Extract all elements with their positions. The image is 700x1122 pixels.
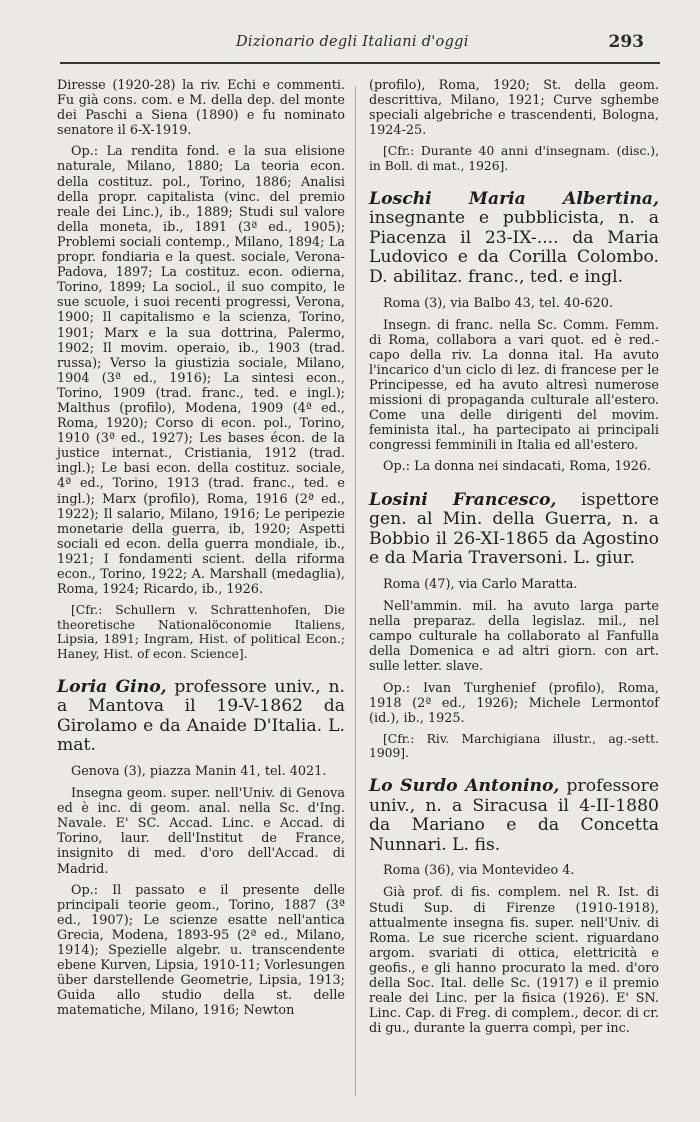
entry-summary: professore univ., n. a Siracusa il 4-II-1880 da Mariano e da Concetta Nunnari. L. fis. bbox=[369, 775, 659, 855]
entry-biography: Insegna geom. super. nell'Univ. di Genova ed è inc. di geom. anal. nella Sc. d'Ing. Navale. E' SC. Accad. Linc. e Accad. di Torino, laur. dell'Institut de France, insignito di med. d'oro dell'Accad. di Madrid. bbox=[57, 786, 345, 877]
entry-heading-losini bbox=[369, 491, 659, 569]
entry-address: Genova (3), piazza Manin 41, tel. 4021. bbox=[71, 763, 327, 779]
entry-name: Lo Surdo Antonino, bbox=[369, 775, 560, 796]
entry-heading-loria-gino bbox=[57, 678, 345, 756]
left-column bbox=[57, 78, 345, 1024]
page-number: 293 bbox=[608, 32, 644, 52]
entry-name: Loschi Maria Albertina, bbox=[369, 188, 659, 209]
entry-summary: professore univ., n. a Mantova il 19-V-1862 da Girolamo e da Anaide D'Italia. L. mat. bbox=[57, 676, 346, 756]
column-divider bbox=[355, 86, 356, 1096]
loria-gino-works-continuation: (profilo), Roma, 1920; St. della geom. descrittiva, Milano, 1921; Curve sghembe speciali algebriche e trascendenti, Bologna, 1924-25. bbox=[369, 78, 659, 139]
loria-gino-references: [Cfr.: Durante 40 anni d'insegnam. (disc.), in Boll. di mat., 1926]. bbox=[369, 144, 659, 173]
header-rule bbox=[60, 62, 660, 64]
entry-biography: Già prof. di fis. complem. nel R. Ist. di Studi Sup. di Firenze (1910-1918), attualmente insegna fis. super. nell'Univ. di Roma. Le sue ricerche scient. riguardano argom. svariati di ottica, elettricità e geofis., e gli hanno procurato la med. d'oro della Soc. Ital. delle Sc. (1917) e il premio reale dei Linc. per la fisica (1926). E' SN. Linc. Cap. di Freg. di complem., decor. di cr. di gu., durante la guerra compì, per inc. bbox=[369, 885, 659, 1037]
entry-name: Loria Gino, bbox=[57, 676, 167, 697]
entry-references: [Cfr.: Riv. Marchigiana illustr., ag.-sett. 1909]. bbox=[369, 731, 659, 761]
entry-summary: ispettore gen. al Min. della Guerra, n. a Bobbio il 26-XI-1865 da Agostino e da Maria Traversoni. L. giur. bbox=[369, 489, 659, 569]
entry-works: Op.: Ivan Turghenief (profilo), Roma, 1918 (2ª ed., 1926); Michele Lermontof (id.), ib., 1925. bbox=[369, 680, 659, 726]
loria-achille-works: Op.: La rendita fond. e la sua elisione naturale, Milano, 1880; La teoria econ. della costituz. pol., Torino, 1886; Analisi della propr. capitalista (vinc. del premio reale dei Linc.), ib., 1889; Studi sul valore della moneta, ib., 1891 (3ª ed., 1905); Problemi sociali contemp., Milano, 1894; La propr. fondiaria e la quest. sociale, Verona-Padova, 1897; La costituz. econ. odierna, Torino, 1899; La sociol., il suo compito, le sue scuole, i suoi recenti progressi, Verona, 1900; Il capitalismo e la scienza, Torino, 1901; Marx e la sua dottrina, Palermo, 1902; Il movim. operaio, ib., 1903 (trad. russa); Verso la giustizia sociale, Milano, 1904 (3ª ed., 1916); La sintesi econ., Torino, 1909 (trad. franc., ted. e ingl.); Malthus (profilo), Modena, 1909 (4ª ed., Roma, 1920); Corso di econ. pol., Torino, 1910 (3ª ed., 1927); Les bases écon. de la justice internat., Cristiania, 1912 (trad. ingl.); Le basi econ. della costituz. sociale, 4ª ed., Torino, 1913 (trad. franc., ted. e ingl.); Marx (profilo), Roma, 1916 (2ª ed., 1922); Il salario, Milano, 1916; Le peripezie monetarie della guerra, ib, 1920; Aspetti sociali ed econ. della guerra mondiale, ib., 1921; I fondamenti scient. della riforma econ., Torino, 1922; A. Marshall (medaglia), Roma, 1924; Ricardo, ib., 1926. bbox=[57, 144, 345, 598]
entry-name: Losini Francesco, bbox=[369, 489, 557, 510]
entry-works: Op.: La donna nei sindacati, Roma, 1926. bbox=[383, 459, 652, 475]
loria-achille-references: [Cfr.: Schullern v. Schrattenhofen, Die theoretische Nationalöconomie Italiens, Lipsia, 1891; Ingram, Hist. of political Econ.; Haney, Hist. of econ. Science]. bbox=[57, 603, 345, 661]
entry-biography: Nell'ammin. mil. ha avuto larga parte nella preparaz. della legislaz. mil., nel campo culturale ha collaborato al Fanfulla della Domenica e ad altri giorn. con art. sulle letter. slave. bbox=[369, 599, 659, 675]
entry-address: Roma (47), via Carlo Maratta. bbox=[383, 576, 578, 592]
entry-address: Roma (3), via Balbo 43, tel. 40-620. bbox=[383, 295, 614, 311]
entry-heading-loschi bbox=[369, 190, 659, 288]
entry-address: Roma (36), via Montevideo 4. bbox=[383, 863, 575, 879]
running-title: Dizionario degli Italiani d'oggi bbox=[236, 34, 469, 50]
entry-heading-lo-surdo bbox=[369, 777, 659, 855]
loria-achille-continuation: Diresse (1920-28) la riv. Echi e commenti. Fu già cons. com. e M. della dep. del monte dei Paschi a Siena (1890) e fu nominato senatore il 6-X-1919. bbox=[57, 78, 345, 139]
entry-summary: insegnante e pubblicista, n. a Piacenza il 23-IX-.... da Maria Ludovico e da Corilla Colombo. D. abilitaz. franc., ted. e ingl. bbox=[369, 208, 659, 287]
right-column bbox=[369, 78, 659, 1042]
entry-works: Op.: Il passato e il presente delle principali teorie geom., Torino, 1887 (3ª ed., 1907); Le scienze esatte nell'antica Grecia, Modena, 1893-95 (2ª ed., Milano, 1914); Spezielle algebr. u. transcendente ebene Kurven, Lipsia, 1910-11; Vorlesungen über darstellende Geometrie, Lipsia, 1913; Guida allo studio della st. delle matematiche, Milano, 1916; Newton bbox=[57, 882, 345, 1019]
entry-biography: Insegn. di franc. nella Sc. Comm. Femm. di Roma, collabora a vari quot. ed è red.-capo della riv. La donna ital. Ha avuto l'incarico d'un ciclo di lez. di francese per le Principesse, ed ha avuto altresì numerose missioni di propaganda culturale all'estero. Come una delle dirigenti del movim. feminista ital., ha partecipato ai principali congressi femminili in Italia ed all'estero. bbox=[369, 317, 659, 454]
